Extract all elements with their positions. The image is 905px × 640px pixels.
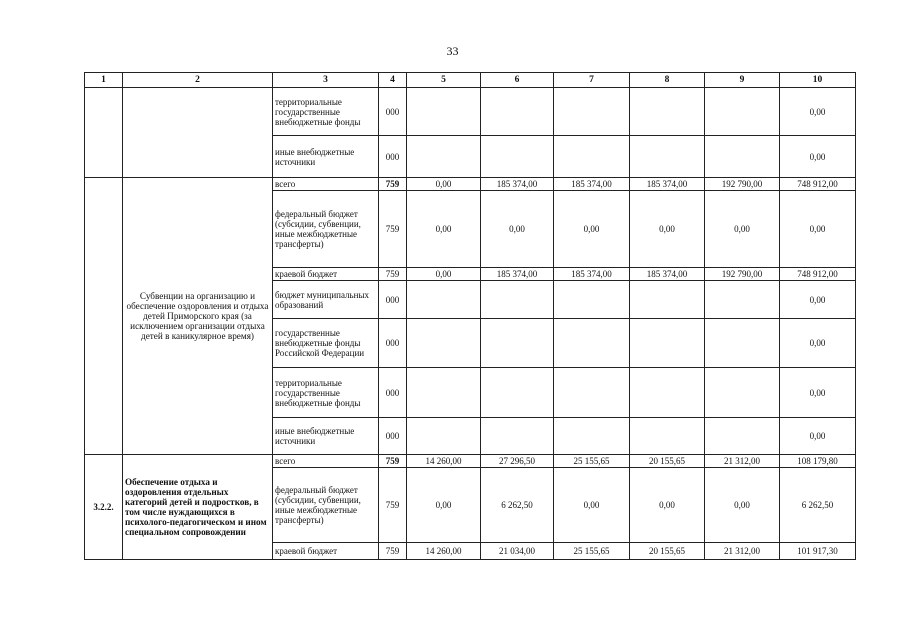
item-description: Обеспечение отдыха и оздоровления отдельных категорий детей и подростков, в том числе нуждающихся в психолого-педагогическом и ином специальном сопровождении [123,455,273,560]
column-header: 6 [481,73,554,88]
amount-cell: 185 374,00 [554,268,630,281]
amount-cell [630,418,705,455]
amount-cell [630,281,705,319]
budget-code: 000 [379,368,407,418]
header-row [85,73,856,88]
amount-cell [481,368,554,418]
funding-source: федеральный бюджет (субсидии, субвенции, иные межбюджетные трансферты) [273,468,379,543]
amount-cell: 21 312,00 [705,455,780,468]
table-row [85,178,856,191]
budget-code: 759 [379,191,407,268]
amount-cell: 6 262,50 [780,468,856,543]
amount-cell: 748 912,00 [780,268,856,281]
budget-code: 000 [379,88,407,136]
funding-source: краевой бюджет [273,268,379,281]
amount-cell: 185 374,00 [481,268,554,281]
amount-cell: 14 260,00 [407,543,481,560]
amount-cell: 0,00 [780,418,856,455]
column-header: 7 [554,73,630,88]
amount-cell [705,319,780,368]
table-row [85,455,856,468]
column-header: 2 [123,73,273,88]
amount-cell [554,136,630,178]
amount-cell: 14 260,00 [407,455,481,468]
amount-cell [630,319,705,368]
amount-cell [554,418,630,455]
amount-cell: 0,00 [407,268,481,281]
amount-cell: 0,00 [630,191,705,268]
amount-cell: 0,00 [705,191,780,268]
amount-cell: 21 312,00 [705,543,780,560]
amount-cell [481,281,554,319]
amount-cell: 27 296,50 [481,455,554,468]
amount-cell: 0,00 [481,191,554,268]
table-row [85,88,856,136]
column-header: 1 [85,73,123,88]
budget-code: 000 [379,136,407,178]
amount-cell [554,281,630,319]
funding-source: государственные внебюджетные фонды Российской Федерации [273,319,379,368]
amount-cell: 20 155,65 [630,543,705,560]
budget-code: 759 [379,178,407,191]
column-header: 4 [379,73,407,88]
budget-table [84,72,856,560]
amount-cell [481,136,554,178]
amount-cell [554,88,630,136]
amount-cell: 185 374,00 [630,268,705,281]
budget-code: 000 [379,281,407,319]
amount-cell [705,281,780,319]
funding-source: бюджет муниципальных образований [273,281,379,319]
column-header: 8 [630,73,705,88]
column-header: 9 [705,73,780,88]
amount-cell [705,88,780,136]
amount-cell: 185 374,00 [481,178,554,191]
subsidy-description: Субвенции на организацию и обеспечение оздоровления и отдыха детей Приморского края (за исключением организации отдыха детей в каникулярное время) [123,178,273,455]
amount-cell [407,88,481,136]
budget-code: 000 [379,418,407,455]
amount-cell [554,319,630,368]
amount-cell [705,368,780,418]
column-header: 10 [780,73,856,88]
index-cell [85,88,123,178]
amount-cell [407,281,481,319]
amount-cell: 25 155,65 [554,543,630,560]
amount-cell: 0,00 [780,281,856,319]
amount-cell: 0,00 [780,368,856,418]
funding-source: иные внебюджетные источники [273,418,379,455]
budget-code: 759 [379,468,407,543]
page-number: 33 [446,44,459,58]
amount-cell: 6 262,50 [481,468,554,543]
amount-cell [481,319,554,368]
amount-cell: 0,00 [780,191,856,268]
column-header: 5 [407,73,481,88]
amount-cell: 0,00 [630,468,705,543]
amount-cell: 0,00 [780,136,856,178]
amount-cell: 0,00 [705,468,780,543]
funding-source: всего [273,178,379,191]
budget-code: 759 [379,455,407,468]
budget-code: 759 [379,543,407,560]
amount-cell [407,418,481,455]
amount-cell: 21 034,00 [481,543,554,560]
amount-cell [407,319,481,368]
funding-source: краевой бюджет [273,543,379,560]
index-cell [85,178,123,455]
amount-cell: 0,00 [554,468,630,543]
amount-cell: 25 155,65 [554,455,630,468]
amount-cell: 0,00 [780,88,856,136]
amount-cell: 0,00 [554,191,630,268]
amount-cell [481,88,554,136]
amount-cell [630,136,705,178]
column-header: 3 [273,73,379,88]
amount-cell: 748 912,00 [780,178,856,191]
amount-cell: 192 790,00 [705,268,780,281]
funding-source: иные внебюджетные источники [273,136,379,178]
amount-cell [407,136,481,178]
amount-cell [630,88,705,136]
budget-code: 000 [379,319,407,368]
funding-source: территориальные государственные внебюджетные фонды [273,368,379,418]
amount-cell: 0,00 [407,191,481,268]
description-cell [123,88,273,178]
budget-code: 759 [379,268,407,281]
amount-cell [705,136,780,178]
amount-cell: 101 917,30 [780,543,856,560]
amount-cell: 0,00 [407,468,481,543]
amount-cell: 185 374,00 [630,178,705,191]
amount-cell [481,418,554,455]
amount-cell: 192 790,00 [705,178,780,191]
funding-source: территориальные государственные внебюджетные фонды [273,88,379,136]
amount-cell [407,368,481,418]
amount-cell: 0,00 [407,178,481,191]
item-index: 3.2.2. [85,455,123,560]
amount-cell: 20 155,65 [630,455,705,468]
funding-source: всего [273,455,379,468]
amount-cell [630,368,705,418]
amount-cell: 185 374,00 [554,178,630,191]
amount-cell [554,368,630,418]
funding-source: федеральный бюджет (субсидии, субвенции, иные межбюджетные трансферты) [273,191,379,268]
amount-cell [705,418,780,455]
amount-cell: 108 179,80 [780,455,856,468]
amount-cell: 0,00 [780,319,856,368]
